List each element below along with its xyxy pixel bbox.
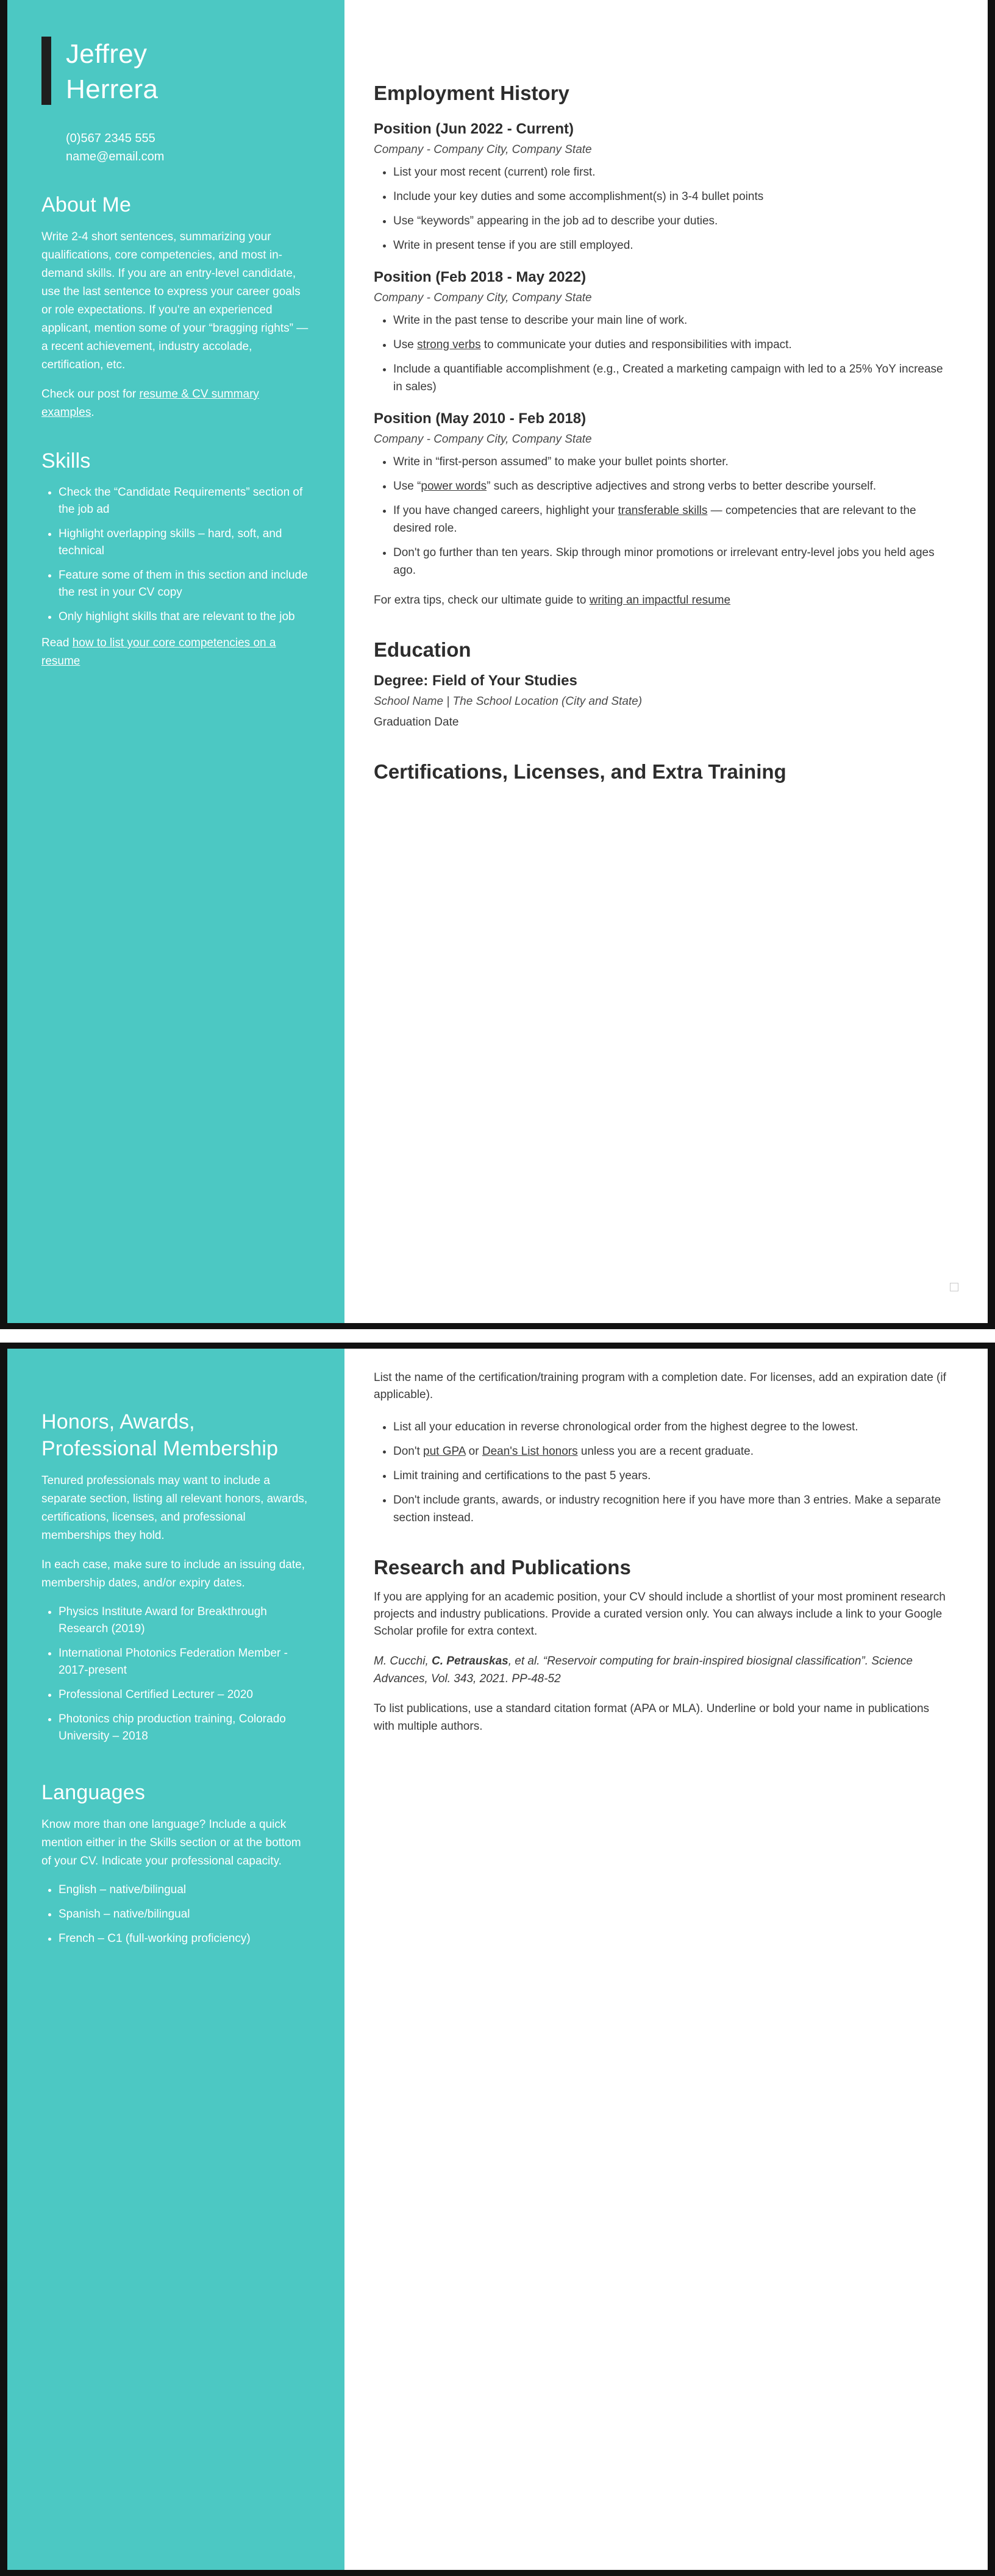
job-bullets-1 xyxy=(374,163,951,254)
honors-heading: Honors, Awards, Professional Membership xyxy=(41,1410,279,1460)
job-title-3: Position (May 2010 - Feb 2018) xyxy=(374,410,587,427)
honors-paragraph-1: Tenured professionals may want to include a separate section, listing all relevant honors, awards, certifications, licenses, and professional memberships they hold. xyxy=(41,1474,308,1542)
citation-author-bold: C. Petrauskas xyxy=(432,1655,508,1668)
honors-list xyxy=(41,1604,310,1745)
list-item: • Write in “first-person assumed” to make your bullet points shorter. xyxy=(393,453,951,471)
job-bullets-3 xyxy=(374,453,951,579)
education-graduation-date: Graduation Date xyxy=(374,716,459,729)
list-item: • International Photonics Federation Member - 2017-present xyxy=(59,1645,310,1679)
email-address: name@email.com xyxy=(66,150,165,163)
list-item: • English – native/bilingual xyxy=(59,1882,310,1899)
skills-heading: Skills xyxy=(41,449,91,473)
employment-history-heading: Employment History xyxy=(374,82,569,104)
list-item: • Use “keywords” appearing in the job ad to describe your duties. xyxy=(393,212,951,230)
page-right-border xyxy=(988,0,995,1329)
employment-footer-prefix: For extra tips, check our ultimate guide to xyxy=(374,594,590,607)
list-item: • Write in present tense if you are still employed. xyxy=(393,237,951,254)
deans-list-link[interactable]: Dean's List honors xyxy=(482,1445,578,1458)
page-separator xyxy=(0,1329,995,1343)
sidebar xyxy=(7,0,344,1323)
about-me-note-suffix: . xyxy=(91,406,95,419)
certifications-heading: Certifications, Licenses, and Extra Training xyxy=(374,760,786,783)
impactful-resume-link[interactable]: writing an impactful resume xyxy=(589,594,731,607)
education-school: School Name | The School Location (City and State) xyxy=(374,695,643,708)
list-item: • Photonics chip production training, Colorado University – 2018 xyxy=(59,1711,310,1745)
contact-block xyxy=(41,129,310,166)
languages-heading: Languages xyxy=(41,1781,146,1804)
first-name: Jeffrey xyxy=(66,39,148,69)
list-item: • Highlight overlapping skills – hard, soft, and technical xyxy=(59,526,310,560)
job-company-2: Company - Company City, Company State xyxy=(374,291,592,304)
certifications-intro: List the name of the certification/training program with a completion date. For licenses, add an expiration date (if applicable). xyxy=(374,1371,946,1401)
list-item: • Use “power words” such as descriptive adjectives and strong verbs to better describe yourself. xyxy=(393,477,951,495)
list-item: • Only highlight skills that are relevant to the job xyxy=(59,608,310,626)
gpa-link[interactable]: put GPA xyxy=(423,1445,466,1458)
page-left-border xyxy=(0,0,7,1329)
about-me-note-prefix: Check our post for xyxy=(41,388,140,401)
page-bottom-border xyxy=(0,1323,995,1329)
list-item: • Use strong verbs to communicate your duties and responsibilities with impact. xyxy=(393,336,951,354)
skills-list xyxy=(41,484,310,626)
languages-paragraph: Know more than one language? Include a quick mention either in the Skills section or at the bottom of your CV. Indicate your professional capacity. xyxy=(41,1818,301,1868)
strong-verbs-link[interactable]: strong verbs xyxy=(417,338,481,351)
last-name: Herrera xyxy=(66,74,159,104)
education-heading: Education xyxy=(374,638,471,661)
list-item: • If you have changed careers, highlight your transferable skills — competencies that are relevant to the desired role. xyxy=(393,502,951,537)
education-degree: Degree: Field of Your Studies xyxy=(374,673,577,689)
list-item: • Include your key duties and some accomplishment(s) in 3-4 bullet points xyxy=(393,188,951,205)
languages-list xyxy=(41,1882,310,1947)
list-item: • Write in the past tense to describe your main line of work. xyxy=(393,312,951,329)
page-marker-icon xyxy=(950,1283,958,1291)
core-competencies-link[interactable]: how to list your core competencies on a resume xyxy=(41,637,276,668)
list-item: • Feature some of them in this section and include the rest in your CV copy xyxy=(59,567,310,601)
sidebar-continued xyxy=(7,1349,344,2570)
list-item: • Don't go further than ten years. Skip through minor promotions or irrelevant entry-level jobs you held ages ago. xyxy=(393,544,951,579)
skills-note-prefix: Read xyxy=(41,637,73,649)
phone-number: (0)567 2345 555 xyxy=(66,132,155,145)
research-heading: Research and Publications xyxy=(374,1556,631,1579)
list-item: • List all your education in reverse chronological order from the highest degree to the lowest. xyxy=(393,1418,951,1436)
certifications-bullets xyxy=(374,1418,951,1527)
name-block xyxy=(41,0,310,107)
employment-footer-note xyxy=(374,591,951,609)
citation-authors-pre: M. Cucchi, xyxy=(374,1655,432,1668)
job-company-3: Company - Company City, Company State xyxy=(374,433,592,446)
research-paragraph: If you are applying for an academic position, your CV should include a shortlist of your most prominent research projects and industry publications. Provide a curated version only. You can always include a link to your Google Scholar profile for extra context. xyxy=(374,1591,946,1638)
honors-paragraph-2: In each case, make sure to include an issuing date, membership dates, and/or expiry dates. xyxy=(41,1558,305,1589)
research-closing: To list publications, use a standard citation format (APA or MLA). Underline or bold your name in publications with multiple authors. xyxy=(374,1702,930,1733)
page2-right-border xyxy=(988,1343,995,2576)
job-company-1: Company - Company City, Company State xyxy=(374,143,592,156)
research-citation xyxy=(374,1652,951,1688)
resume-summary-examples-link[interactable]: resume & CV summary examples xyxy=(41,388,259,419)
name-accent-bar xyxy=(41,37,51,105)
about-me-note xyxy=(41,385,310,422)
list-item: • Limit training and certifications to the past 5 years. xyxy=(393,1467,951,1485)
page2-top-border xyxy=(0,1343,995,1349)
about-me-heading: About Me xyxy=(41,193,132,216)
list-item: • Physics Institute Award for Breakthrough Research (2019) xyxy=(59,1604,310,1638)
list-item: • Include a quantifiable accomplishment (e.g., Created a marketing campaign with led to a 25% YoY increase in sales) xyxy=(393,360,951,396)
skills-note xyxy=(41,634,310,671)
transferable-skills-link[interactable]: transferable skills xyxy=(618,504,708,517)
main-column-continued xyxy=(344,1349,988,2570)
resume-page-2 xyxy=(0,1343,995,2576)
list-item: • List your most recent (current) role first. xyxy=(393,163,951,181)
job-bullets-2 xyxy=(374,312,951,396)
power-words-link[interactable]: power words xyxy=(421,480,487,493)
page2-bottom-border xyxy=(0,2570,995,2576)
citation-rest: , et al. “Reservoir computing for brain-inspired biosignal classification”. Science Advances, Vol. 343, 2021. PP-48-52 xyxy=(374,1655,913,1685)
job-title-1: Position (Jun 2022 - Current) xyxy=(374,121,574,137)
list-item: • Professional Certified Lecturer – 2020 xyxy=(59,1686,310,1704)
list-item: • Don't include grants, awards, or industry recognition here if you have more than 3 entries. Make a separate section instead. xyxy=(393,1491,951,1527)
page2-left-border xyxy=(0,1343,7,2576)
list-item: • Don't put GPA or Dean's List honors unless you are a recent graduate. xyxy=(393,1443,951,1460)
list-item: • French – C1 (full-working proficiency) xyxy=(59,1930,310,1947)
list-item: • Spanish – native/bilingual xyxy=(59,1906,310,1923)
about-me-paragraph: Write 2-4 short sentences, summarizing your qualifications, core competencies, and most in-demand skills. If you are an entry-level candidate, use the last sentence to express your career goals or role expectations. If you're an experienced applicant, mention some of your “bragging rights” — a recent achievement, industry accolade, certification, etc. xyxy=(41,230,308,371)
list-item: • Check the “Candidate Requirements” section of the job ad xyxy=(59,484,310,518)
main-column xyxy=(344,0,988,1323)
job-title-2: Position (Feb 2018 - May 2022) xyxy=(374,269,587,285)
